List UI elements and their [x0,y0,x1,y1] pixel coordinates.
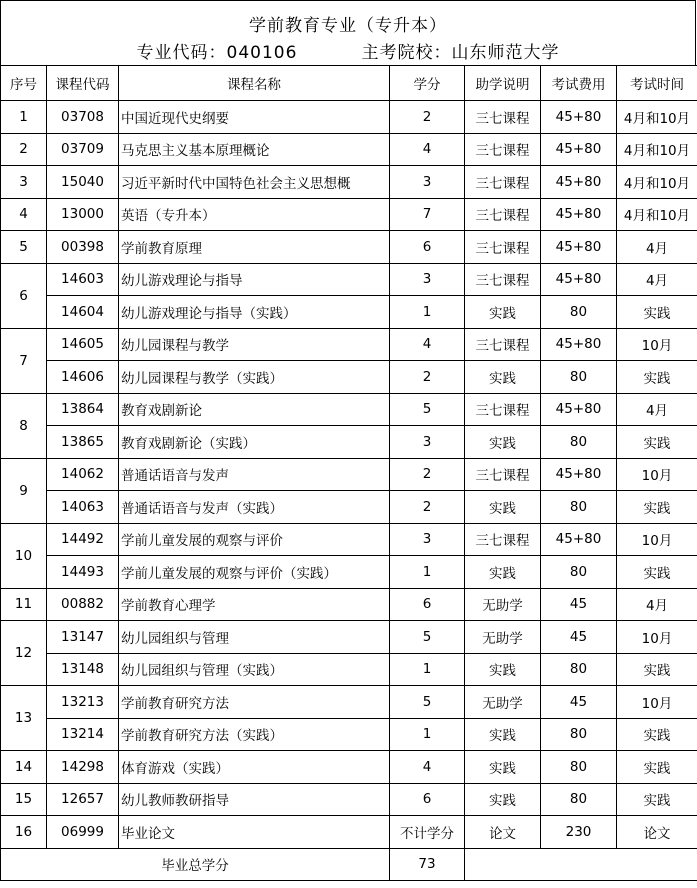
exam-fee: 45+80 [541,458,617,491]
column-header: 助学说明 [465,66,541,101]
column-header: 考试时间 [617,66,697,101]
table-row [1,751,697,784]
table-row [1,426,697,459]
course-code: 13147 [47,621,119,654]
course-code: 14604 [47,296,119,329]
total-credits-blank [465,848,697,881]
course-code: 14298 [47,751,119,784]
course-name: 马克思主义基本原理概论 [119,133,390,166]
course-credits: 3 [390,263,465,296]
course-credits: 4 [390,328,465,361]
exam-time: 10月 [617,328,697,361]
study-note: 三七课程 [465,198,541,231]
exam-time: 10月 [617,458,697,491]
course-code: 14603 [47,263,119,296]
exam-fee: 80 [541,653,617,686]
exam-time: 4月和10月 [617,166,697,199]
course-name: 学前教育原理 [119,231,390,264]
study-note: 实践 [465,653,541,686]
table-header-row [1,66,697,101]
course-credits: 3 [390,426,465,459]
course-credits: 2 [390,458,465,491]
exam-fee: 45+80 [541,328,617,361]
course-credits: 1 [390,718,465,751]
exam-time: 4月 [617,588,697,621]
school-label: 主考院校： [361,43,452,63]
course-name: 体育游戏（实践） [119,751,390,784]
study-note: 实践 [465,751,541,784]
sequence-number: 15 [1,783,47,816]
study-note: 三七课程 [465,458,541,491]
course-credits: 1 [390,653,465,686]
course-name: 中国近现代史纲要 [119,101,390,134]
course-code: 14605 [47,328,119,361]
course-name: 幼儿游戏理论与指导（实践） [119,296,390,329]
exam-fee: 80 [541,718,617,751]
course-name: 学前教育研究方法（实践） [119,718,390,751]
study-note: 三七课程 [465,101,541,134]
course-credits: 6 [390,231,465,264]
sequence-number: 14 [1,751,47,784]
exam-fee: 45 [541,621,617,654]
table-row [1,491,697,524]
course-code: 13214 [47,718,119,751]
exam-time: 10月 [617,523,697,556]
exam-time: 实践 [617,718,697,751]
study-note: 无助学 [465,588,541,621]
table-row [1,556,697,589]
course-credits: 3 [390,523,465,556]
course-name: 幼儿游戏理论与指导 [119,263,390,296]
exam-fee: 80 [541,491,617,524]
course-credits: 6 [390,588,465,621]
exam-fee: 45+80 [541,101,617,134]
table-row [1,621,697,654]
table-row [1,361,697,394]
course-credits: 2 [390,101,465,134]
table-row [1,231,697,264]
course-credits: 2 [390,361,465,394]
page-subtitle [1,38,695,63]
exam-fee: 45 [541,686,617,719]
course-name: 学前儿童发展的观察与评价 [119,523,390,556]
course-code: 14492 [47,523,119,556]
course-name: 英语（专升本） [119,198,390,231]
course-code: 12657 [47,783,119,816]
sequence-number: 16 [1,816,47,849]
exam-time: 论文 [617,816,697,849]
course-code: 14063 [47,491,119,524]
study-note: 实践 [465,556,541,589]
course-code: 03708 [47,101,119,134]
exam-time: 4月 [617,231,697,264]
course-name: 学前教育研究方法 [119,686,390,719]
course-name: 幼儿园课程与教学 [119,328,390,361]
course-code: 13213 [47,686,119,719]
sequence-number: 1 [1,101,47,134]
study-note: 三七课程 [465,328,541,361]
exam-time: 实践 [617,491,697,524]
page-title: 学前教育专业（专升本） [249,16,447,36]
course-name: 普通话语音与发声（实践） [119,491,390,524]
column-header: 考试费用 [541,66,617,101]
course-credits: 3 [390,166,465,199]
study-note: 三七课程 [465,523,541,556]
exam-fee: 45+80 [541,523,617,556]
exam-time: 4月和10月 [617,101,697,134]
course-table [0,65,697,881]
study-note: 无助学 [465,621,541,654]
course-name: 教育戏剧新论 [119,393,390,426]
title-block [0,0,696,66]
exam-fee: 45+80 [541,231,617,264]
exam-fee: 45+80 [541,198,617,231]
course-credits: 7 [390,198,465,231]
course-credits: 6 [390,783,465,816]
course-code: 13148 [47,653,119,686]
course-credits: 2 [390,491,465,524]
table-row [1,263,697,296]
exam-time: 实践 [617,653,697,686]
column-header: 序号 [1,66,47,101]
sequence-number: 10 [1,523,47,588]
exam-time: 实践 [617,556,697,589]
course-credits: 5 [390,393,465,426]
study-note: 实践 [465,361,541,394]
sequence-number: 3 [1,166,47,199]
exam-time: 10月 [617,621,697,654]
school-name: 山东师范大学 [451,43,560,63]
study-note: 三七课程 [465,393,541,426]
sequence-number: 13 [1,686,47,751]
major-code: 040106 [226,43,298,63]
exam-fee: 80 [541,783,617,816]
table-row [1,686,697,719]
study-note: 三七课程 [465,133,541,166]
exam-fee: 45 [541,588,617,621]
sequence-number: 5 [1,231,47,264]
sequence-number: 12 [1,621,47,686]
sequence-number: 7 [1,328,47,393]
study-note: 实践 [465,296,541,329]
column-header: 学分 [390,66,465,101]
study-note: 实践 [465,718,541,751]
study-note: 无助学 [465,686,541,719]
exam-fee: 80 [541,296,617,329]
exam-fee: 45+80 [541,133,617,166]
course-credits: 5 [390,686,465,719]
course-credits: 4 [390,133,465,166]
sequence-number: 8 [1,393,47,458]
sequence-number: 11 [1,588,47,621]
table-row [1,393,697,426]
exam-time: 4月和10月 [617,198,697,231]
course-name: 教育戏剧新论（实践） [119,426,390,459]
course-code: 14062 [47,458,119,491]
study-note: 三七课程 [465,231,541,264]
study-note: 实践 [465,491,541,524]
exam-time: 实践 [617,426,697,459]
table-row [1,133,697,166]
course-name: 学前儿童发展的观察与评价（实践） [119,556,390,589]
course-code: 13000 [47,198,119,231]
course-code: 14493 [47,556,119,589]
sequence-number: 6 [1,263,47,328]
course-code: 15040 [47,166,119,199]
exam-time: 4月 [617,263,697,296]
total-credits-label: 毕业总学分 [1,848,390,881]
column-header: 课程代码 [47,66,119,101]
exam-time: 4月和10月 [617,133,697,166]
course-credits: 1 [390,556,465,589]
column-header: 课程名称 [119,66,390,101]
course-credits: 5 [390,621,465,654]
course-name: 幼儿教师教研指导 [119,783,390,816]
course-code: 00398 [47,231,119,264]
exam-fee: 80 [541,556,617,589]
course-name: 幼儿园组织与管理 [119,621,390,654]
course-name: 习近平新时代中国特色社会主义思想概 [119,166,390,199]
study-note: 实践 [465,783,541,816]
table-row [1,166,697,199]
study-note: 论文 [465,816,541,849]
course-code: 14606 [47,361,119,394]
course-credits: 不计学分 [390,816,465,849]
course-code: 13864 [47,393,119,426]
exam-time: 实践 [617,361,697,394]
table-row [1,783,697,816]
major-code-label: 专业代码： [136,43,227,63]
sequence-number: 2 [1,133,47,166]
table-row [1,296,697,329]
course-name: 毕业论文 [119,816,390,849]
exam-fee: 230 [541,816,617,849]
exam-fee: 45+80 [541,263,617,296]
table-row [1,101,697,134]
exam-fee: 80 [541,361,617,394]
exam-time: 实践 [617,751,697,784]
table-row [1,816,697,849]
course-code: 06999 [47,816,119,849]
course-code: 03709 [47,133,119,166]
course-name: 学前教育心理学 [119,588,390,621]
course-code: 00882 [47,588,119,621]
course-name: 普通话语音与发声 [119,458,390,491]
study-note: 三七课程 [465,263,541,296]
table-row [1,328,697,361]
study-note: 实践 [465,426,541,459]
course-credits: 1 [390,296,465,329]
table-row [1,588,697,621]
exam-time: 实践 [617,296,697,329]
total-credits-row [1,848,697,881]
exam-fee: 45+80 [541,393,617,426]
exam-time: 10月 [617,686,697,719]
course-credits: 4 [390,751,465,784]
table-row [1,458,697,491]
course-table-body [1,101,697,849]
total-credits-value: 73 [390,848,465,881]
course-name: 幼儿园组织与管理（实践） [119,653,390,686]
exam-time: 4月 [617,393,697,426]
exam-time: 实践 [617,783,697,816]
exam-fee: 80 [541,751,617,784]
table-row [1,653,697,686]
table-row [1,523,697,556]
sequence-number: 9 [1,458,47,523]
sequence-number: 4 [1,198,47,231]
table-row [1,198,697,231]
course-code: 13865 [47,426,119,459]
course-name: 幼儿园课程与教学（实践） [119,361,390,394]
study-note: 三七课程 [465,166,541,199]
exam-fee: 80 [541,426,617,459]
table-row [1,718,697,751]
exam-fee: 45+80 [541,166,617,199]
